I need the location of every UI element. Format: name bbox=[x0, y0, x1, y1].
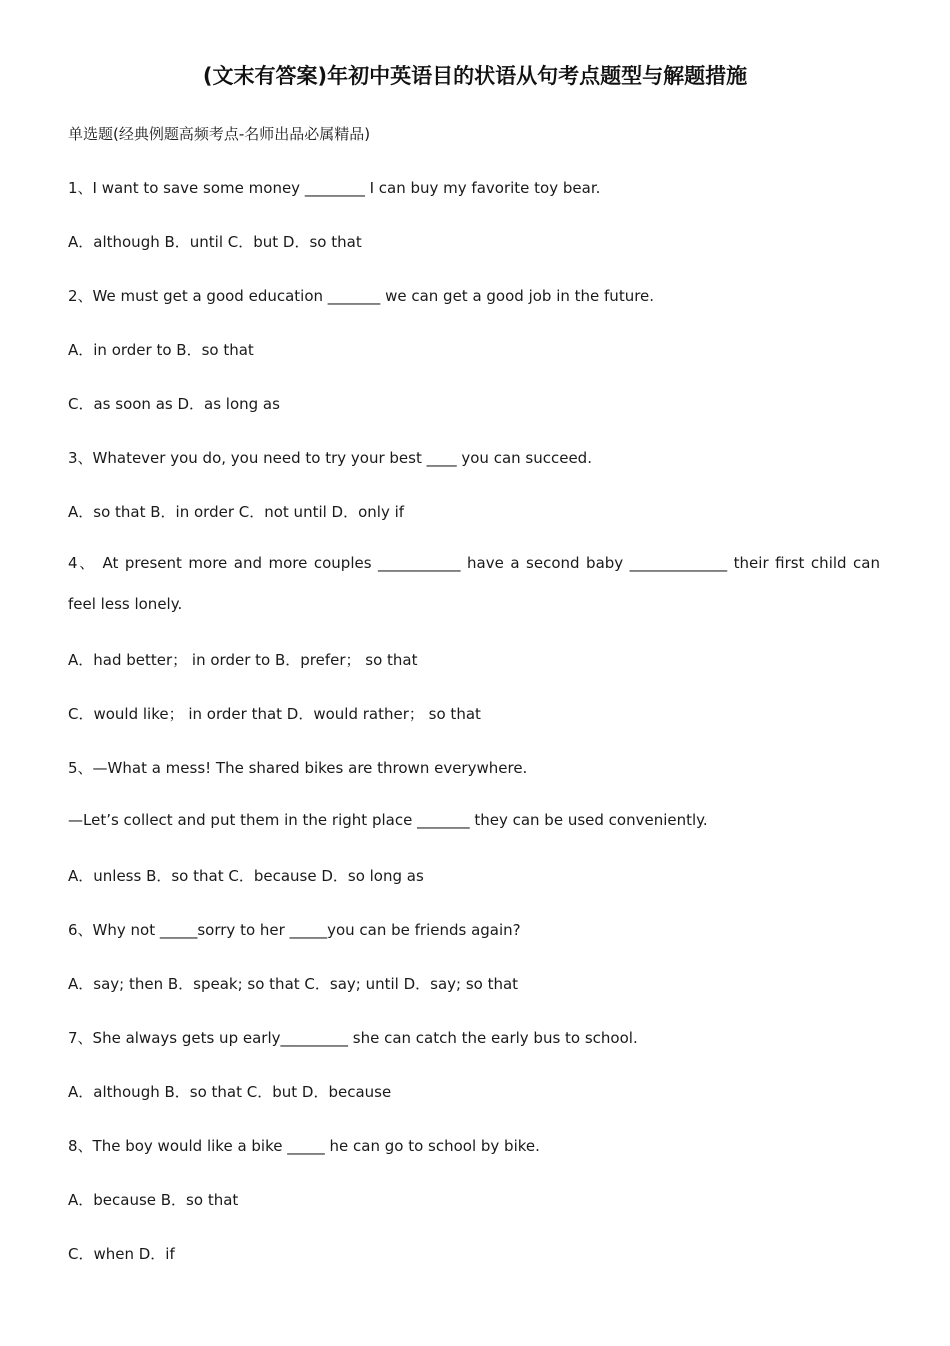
question-2-options-cd: C．as soon as D．as long as bbox=[68, 395, 280, 413]
question-2-options-ab: A．in order to B．so that bbox=[68, 341, 254, 359]
question-7-stem: 7、She always gets up early_________ she can catch the early bus to school. bbox=[68, 1029, 638, 1047]
question-1-stem: 1、I want to save some money ________ I can buy my favorite toy bear. bbox=[68, 179, 601, 197]
question-6-options: A．say; then B．speak; so that C．say; until D．say; so that bbox=[68, 975, 519, 993]
question-3-options: A．so that B．in order C．not until D．only if bbox=[68, 503, 405, 521]
question-3-stem: 3、Whatever you do, you need to try your best ____ you can succeed. bbox=[68, 449, 592, 467]
question-4-options-cd: C．would like； in order that D．would rather； so that bbox=[68, 705, 481, 723]
question-8-options-cd: C．when D．if bbox=[68, 1245, 175, 1263]
page-title: (文末有答案)年初中英语目的状语从句考点题型与解题措施 bbox=[202, 64, 748, 88]
question-5-stem-reply: —Let’s collect and put them in the right place _______ they can be used conveniently. bbox=[68, 811, 708, 829]
question-7-options: A．although B．so that C．but D．because bbox=[68, 1083, 392, 1101]
question-2-stem: 2、We must get a good education _______ we can get a good job in the future. bbox=[68, 287, 655, 305]
question-5-stem: 5、—What a mess! The shared bikes are thrown everywhere. bbox=[68, 759, 528, 777]
question-5-options: A．unless B．so that C．because D．so long as bbox=[68, 867, 424, 885]
question-4-options-ab: A．had better； in order to B．prefer； so that bbox=[68, 651, 418, 669]
question-8-options-ab: A．because B．so that bbox=[68, 1191, 239, 1209]
question-8-stem: 8、The boy would like a bike _____ he can go to school by bike. bbox=[68, 1137, 540, 1155]
question-4-stem: 4、 At present more and more couples ___________ have a second baby _____________ their first child can feel less lonely. bbox=[68, 554, 880, 613]
section-heading: 单选题(经典例题高频考点-名师出品必属精品) bbox=[68, 125, 371, 143]
question-6-stem: 6、Why not _____sorry to her _____you can be friends again? bbox=[68, 921, 521, 939]
question-1-options: A．although B．until C．but D．so that bbox=[68, 233, 362, 251]
